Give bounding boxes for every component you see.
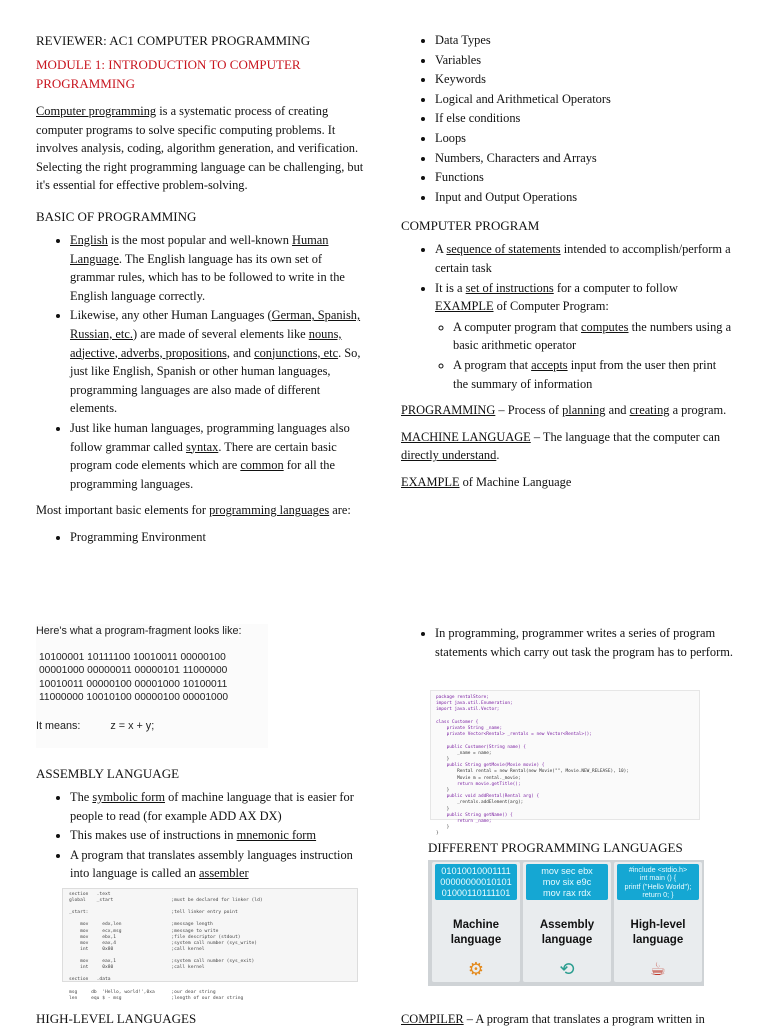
panel-label-line: language (632, 934, 684, 946)
text: . (496, 448, 500, 463)
elements-list-item: • Variables (435, 51, 733, 70)
panel-code-line: mov sec ebx (541, 866, 593, 876)
doc-title: REVIEWER: AC1 COMPUTER PROGRAMMING (36, 33, 311, 48)
text: and (230, 345, 255, 360)
text: the numbers using a basic arithmetic operator (453, 319, 732, 353)
list-item (70, 231, 366, 305)
means-label: It means: (36, 719, 81, 732)
code-line: } (436, 831, 439, 837)
elements-list-item: • Data Types (435, 31, 733, 50)
panel-label (523, 918, 611, 948)
code-line: private Vector<Rental> _rentals = new Vector<Rental>(); (436, 732, 592, 738)
panel-code-line: return 0; } (642, 890, 674, 900)
text: This makes use of instructions in (70, 828, 237, 843)
elements-list-item: • Functions (435, 168, 733, 187)
panel-code-line: printf ("Hello World"); (624, 881, 692, 891)
panel-code-line: mov rax rdx (543, 888, 591, 898)
text: . There are certain basic program code elements which are (70, 439, 337, 473)
term-common: common (240, 458, 284, 473)
code-line: Movie m = rental._movie; (436, 775, 521, 781)
basic-list (36, 231, 366, 493)
term-languages: German, Spanish, Russian, etc. (70, 308, 361, 341)
term-programming-languages: programming languages (209, 503, 330, 518)
code-line: _rentals.addElement(arg); (436, 800, 524, 806)
panel-label-line: Assembly (539, 919, 595, 931)
code-line: return movie.getTitle(); (436, 781, 521, 787)
panel-code (617, 864, 699, 900)
text: are: (329, 503, 351, 518)
panel-label-line: Machine (452, 919, 499, 931)
language-logos-icon: ☕ (649, 959, 667, 979)
elements-list-item: • If else conditions (435, 109, 733, 128)
list-item (435, 279, 733, 394)
intro-text: is a systematic process of creating computer programs to solve specific computing problems. It involves analysis, coding, algorithm generation, and verification. Selecting the right programming language can be challenging, but it's essential for effective problem-solving. (36, 104, 364, 193)
binary-line: 10010011 00000100 00001000 10100011 (39, 678, 228, 690)
right-column (401, 31, 733, 499)
list-item (70, 419, 366, 493)
text: . The English language has its own set of grammar rules, which has to be followed to write in the English language correctly. (70, 251, 345, 303)
elements-list-start (36, 528, 366, 547)
term-english: English (70, 232, 108, 247)
panel-code (526, 864, 608, 900)
list-item (453, 356, 733, 393)
panel-code-line: 00000000010101 (440, 877, 512, 887)
term-compiler: COMPILER (401, 1012, 464, 1026)
panel-code-line: #include <stdio.h> (628, 865, 688, 874)
text: and (605, 403, 630, 418)
assembly-heading: ASSEMBLY LANGUAGE (36, 766, 180, 781)
binary-line: 00001000 00000011 00000101 11000000 (39, 665, 228, 677)
code-line: } (436, 757, 450, 762)
panel-label-line: High-level (630, 919, 686, 931)
fragment-caption: Here's what a program-fragment looks like: (36, 625, 242, 637)
language-panel (523, 862, 611, 982)
machine-language-example (401, 473, 733, 492)
panel-label-line: language (450, 934, 502, 946)
text: input from the user then print the summary of information (453, 357, 717, 391)
term-syntax: syntax (185, 439, 219, 454)
intro-paragraph (36, 102, 366, 195)
term-symbolic-form: symbolic form (92, 790, 165, 804)
term-mnemonic-form: mnemonic form (236, 828, 317, 843)
text: of machine language that is easier for people to read (for example ADD AX DX) (70, 790, 354, 823)
text: ) are made of several elements like (132, 326, 309, 341)
elements-intro (36, 501, 366, 520)
basic-heading: BASIC OF PROGRAMMING (36, 208, 197, 224)
list-item (70, 788, 366, 825)
module-title: MODULE 1: INTRODUCTION TO COMPUTER PROGRAMMING (36, 57, 301, 91)
text: of Machine Language (459, 474, 572, 489)
panel-label-line: language (541, 934, 593, 946)
assembly-code-image: section .text global _start ;must be declared for linker (ld) _start: ;tell linker entry point mov edx,len ;message length mov ecx,msg ;message to write mov ebx,1 ;file descriptor (stdout) mov eax,4 ;system call number (sys_write) int 0x80 ;call kernel mov eax,1 ;system call number (sys_exit) int 0x80 ;call kernel section .data msg db 'Hello, world!',0xa ;our dear string len equ $ - msg ;length of our dear string (62, 888, 358, 982)
panel-code-line: 01000110111101 (441, 888, 511, 898)
panel-code-line: 01010010001111 (441, 866, 511, 876)
languages-comparison-image (428, 860, 704, 986)
text: for a computer to follow (553, 280, 678, 295)
programming-definition (401, 401, 733, 420)
statements-list (401, 624, 733, 661)
high-level-languages-heading: HIGH-LEVEL LANGUAGES (36, 1011, 197, 1026)
code-line: public String getMovie(Movie movie) { (436, 763, 545, 769)
different-languages-heading: DIFFERENT PROGRAMMING LANGUAGES (428, 840, 683, 855)
term-computes: computes (581, 319, 629, 334)
fragment-meaning (36, 717, 268, 736)
cycle-icon: ⟲ (559, 959, 575, 979)
java-code-image (430, 690, 700, 837)
machine-language-definition (401, 428, 733, 465)
code-line: class Customer { (436, 719, 479, 725)
term-creating: creating (629, 403, 670, 418)
program-fragment-figure (36, 624, 268, 748)
term-conjunctions: conjunctions, etc (254, 345, 339, 360)
elements-list (401, 31, 733, 206)
programming-statements-section (401, 624, 733, 669)
assembly-list (36, 788, 366, 883)
term-human-language: Human Language (70, 232, 329, 266)
term-instructions: set of instructions (465, 280, 554, 295)
language-panel (614, 862, 702, 982)
code-line: package rentalStore; (436, 695, 489, 700)
panel-label (432, 918, 520, 948)
text: A (435, 242, 447, 257)
term-planning: planning (562, 403, 606, 418)
intro-term: Computer programming (36, 104, 157, 118)
elements-list-item: • Keywords (435, 70, 733, 89)
text: of Computer Program: (493, 299, 609, 314)
text: Most important basic elements for (36, 503, 210, 518)
assembly-section (36, 764, 366, 891)
gear-icon: ⚙ (467, 959, 485, 979)
text: Just like human languages, programming languages also follow grammar called (70, 420, 350, 454)
panel-label (614, 918, 702, 948)
text: – A program that translates a program written in (463, 1012, 705, 1026)
code-line: Rental rental = new Rental(new Movie("", Movie.NEW_RELEASE), 10); (436, 769, 629, 775)
language-panel (432, 862, 520, 982)
code-line: _name = name; (436, 750, 492, 756)
code-line: public Customer(String name) { (436, 744, 526, 750)
text: A computer program that (453, 319, 582, 334)
text: A program that (453, 357, 532, 372)
panel-code-line: int main () { (639, 873, 677, 883)
code-line: } (436, 788, 450, 794)
term-example: EXAMPLE (435, 299, 494, 314)
panel-code (435, 864, 517, 900)
code-line: } (436, 825, 450, 831)
binary-line: 10100001 10111100 10010011 00000100 (39, 652, 226, 663)
text: is the most popular and well-known (107, 232, 292, 247)
text: – Process of (495, 403, 563, 418)
list-item (70, 846, 366, 883)
text: for all the programming languages. (70, 458, 335, 491)
term-example: EXAMPLE (401, 474, 460, 489)
text: a program. (669, 403, 727, 418)
code-line: public void addRental(Rental arg) { (436, 794, 540, 800)
code-line: return _name; (436, 819, 492, 825)
list-item (453, 318, 733, 355)
list-item (70, 826, 366, 845)
term-accepts: accepts (531, 357, 568, 372)
means-expression: z = x + y; (110, 719, 155, 732)
text: The (70, 790, 93, 804)
example-list (435, 318, 733, 393)
left-column (36, 31, 366, 554)
text: intended to accomplish/perform a certain task (435, 242, 731, 275)
elements-list-item: • Numbers, Characters and Arrays (435, 149, 733, 168)
term-machine-language: MACHINE LANGUAGE (401, 429, 531, 444)
code-line: import java.util.Enumeration; (436, 701, 513, 707)
code-line: import java.util.Vector; (436, 707, 500, 713)
list-item: • In programming, programmer writes a series of program statements which carry out task the program has to perform. (435, 624, 733, 661)
text: – The language that the computer can (530, 429, 721, 444)
term-parts-of-speech: nouns, adjective, adverbs, propositions, (70, 326, 342, 360)
binary-lines (36, 651, 268, 705)
term-directly-understand: directly understand (401, 448, 497, 463)
term-assembler: assembler (199, 866, 249, 881)
list-item (70, 306, 366, 418)
compiler-definition (401, 1010, 705, 1029)
text: Likewise, any other Human Languages ( (70, 308, 272, 323)
panel-code-line: mov six e9c (542, 877, 592, 887)
binary-line: 11000000 10010100 00000100 00001000 (39, 692, 229, 704)
text: . So, just like English, Spanish or other human languages, programming languages are also made of different elements. (70, 345, 361, 416)
elements-list-item: • Input and Output Operations (435, 188, 733, 207)
code-line: private String _name; (436, 726, 503, 731)
term-programming: PROGRAMMING (401, 403, 496, 418)
text: It is a (435, 280, 466, 295)
elements-list-item: • Logical and Arithmetical Operators (435, 90, 733, 109)
list-item: • Programming Environment (70, 528, 366, 547)
computer-program-list (401, 240, 733, 393)
text: A program that translates assembly languages instruction into language is called an (70, 847, 353, 881)
term-sequence: sequence of statements (446, 242, 561, 257)
computer-program-heading: COMPUTER PROGRAM (401, 218, 540, 234)
list-item (435, 240, 733, 277)
code-line: } (436, 806, 450, 812)
elements-list-item: • Loops (435, 129, 733, 148)
code-line: public String getName() { (436, 812, 513, 818)
